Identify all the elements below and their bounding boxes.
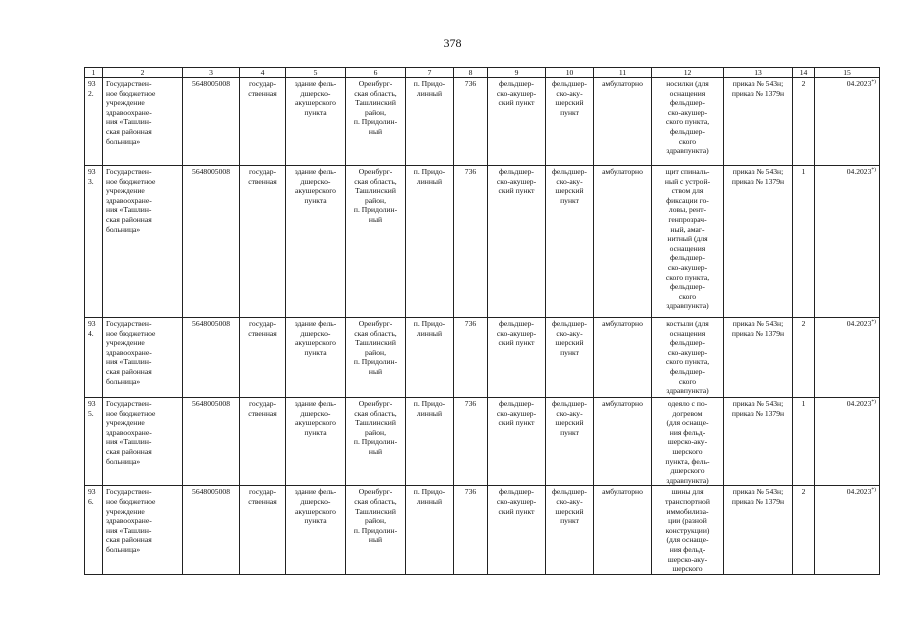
address-cell: Оренбург- ская область, Ташлинский район, п. Придолин- ный <box>346 486 406 574</box>
care-type-cell: амбулаторно <box>594 318 652 398</box>
unit-type-cell: фельдшер- ско-акушер- ский пункт <box>488 398 546 486</box>
equipment-item-cell: щит спиналь- ный с устрой- ством для фиксации го- ловы, рент- генпрозрач- ный, амаг- нитный (для оснащения фельдшер- ско-акушер- ского пункта, фельдшер- ского здравпункта) <box>652 166 724 318</box>
care-type-cell: амбулаторно <box>594 398 652 486</box>
column-number-4: 4 <box>240 68 286 78</box>
settlement-cell: п. Придо- линный <box>406 486 454 574</box>
table-body <box>85 78 880 575</box>
table-row <box>85 78 880 166</box>
unit-type-cell: фельдшер- ско-акушер- ский пункт <box>488 78 546 166</box>
table-row <box>85 486 880 574</box>
column-number-6: 6 <box>346 68 406 78</box>
equipment-item-cell: костыли (для оснащения фельдшер- ско-акушер- ского пункта, фельдшер- ского здравпункта) <box>652 318 724 398</box>
page-number: 378 <box>443 36 462 50</box>
institution-code-cell: 5648005008 <box>183 486 240 574</box>
unit-name-cell: фельдшер- ско-аку- шерский пункт <box>546 486 594 574</box>
institution-code-cell: 5648005008 <box>183 78 240 166</box>
equipment-item-cell: носилки (для оснащения фельдшер- ско-акушер- ского пункта, фельдшер- ского здравпункта) <box>652 78 724 166</box>
quantity-cell: 1 <box>793 166 815 318</box>
unit-type-cell: фельдшер- ско-акушер- ский пункт <box>488 166 546 318</box>
unit-name-cell: фельдшер- ско-аку- шерский пункт <box>546 166 594 318</box>
equipment-item-cell: шины для транспортной иммобилиза- ции (разной конструкции) (для оснаще- ния фельд- шерско-аку- шерского <box>652 486 724 574</box>
count-value-cell: 736 <box>454 318 488 398</box>
row-number-cell: 932. <box>85 78 103 166</box>
ownership-form-cell: государ- ственная <box>240 78 286 166</box>
count-value-cell: 736 <box>454 398 488 486</box>
row-number-cell: 935. <box>85 398 103 486</box>
row-number-cell: 936. <box>85 486 103 574</box>
footnote-mark: *) <box>871 167 876 173</box>
settlement-cell: п. Придо- линный <box>406 78 454 166</box>
column-number-12: 12 <box>652 68 724 78</box>
unit-name-cell: фельдшер- ско-аку- шерский пункт <box>546 78 594 166</box>
institution-code-cell: 5648005008 <box>183 166 240 318</box>
count-value-cell: 736 <box>454 166 488 318</box>
footnote-mark: *) <box>871 79 876 85</box>
settlement-cell: п. Придо- линный <box>406 398 454 486</box>
order-reference-cell: приказ № 543н; приказ № 1379н <box>724 78 793 166</box>
institution-code-cell: 5648005008 <box>183 398 240 486</box>
building-type-cell: здание фель- дшерско- акушерского пункта <box>286 318 346 398</box>
building-type-cell: здание фель- дшерско- акушерского пункта <box>286 398 346 486</box>
column-number-14: 14 <box>793 68 815 78</box>
building-type-cell: здание фель- дшерско- акушерского пункта <box>286 486 346 574</box>
date-value: 04.2023 <box>846 399 872 408</box>
ownership-form-cell: государ- ственная <box>240 486 286 574</box>
equipment-item-cell: одеяло с по- догревом (для оснаще- ния фельд- шерско-аку- шерского пункта, фель- дшерского здравпункта) <box>652 398 724 486</box>
institution-name-cell: Государствен- ное бюджетное учреждение здравоохране- ния «Ташлин- ская районная больница» <box>103 166 183 318</box>
column-number-8: 8 <box>454 68 488 78</box>
address-cell: Оренбург- ская область, Ташлинский район, п. Придолин- ный <box>346 166 406 318</box>
address-cell: Оренбург- ская область, Ташлинский район, п. Придолин- ный <box>346 78 406 166</box>
column-number-2: 2 <box>103 68 183 78</box>
row-number-cell: 934. <box>85 318 103 398</box>
unit-name-cell: фельдшер- ско-аку- шерский пункт <box>546 318 594 398</box>
date-cell <box>815 166 880 318</box>
table-row <box>85 318 880 398</box>
row-number-cell: 933. <box>85 166 103 318</box>
column-number-row <box>85 68 880 78</box>
column-number-13: 13 <box>724 68 793 78</box>
order-reference-cell: приказ № 543н; приказ № 1379н <box>724 486 793 574</box>
ownership-form-cell: государ- ственная <box>240 318 286 398</box>
quantity-cell: 1 <box>793 398 815 486</box>
settlement-cell: п. Придо- линный <box>406 166 454 318</box>
column-number-9: 9 <box>488 68 546 78</box>
quantity-cell: 2 <box>793 78 815 166</box>
unit-name-cell: фельдшер- ско-аку- шерский пункт <box>546 398 594 486</box>
count-value-cell: 736 <box>454 78 488 166</box>
quantity-cell: 2 <box>793 486 815 574</box>
column-number-11: 11 <box>594 68 652 78</box>
date-cell <box>815 486 880 574</box>
quantity-cell: 2 <box>793 318 815 398</box>
ownership-form-cell: государ- ственная <box>240 166 286 318</box>
footnote-mark: *) <box>871 487 876 494</box>
table-row <box>85 166 880 318</box>
footnote-mark: *) <box>871 319 876 325</box>
care-type-cell: амбулаторно <box>594 486 652 574</box>
unit-type-cell: фельдшер- ско-акушер- ский пункт <box>488 486 546 574</box>
settlement-cell: п. Придо- линный <box>406 318 454 398</box>
date-value: 04.2023 <box>846 487 872 497</box>
column-number-5: 5 <box>286 68 346 78</box>
column-number-15: 15 <box>815 68 880 78</box>
institution-name-cell: Государствен- ное бюджетное учреждение здравоохране- ния «Ташлин- ская районная больница» <box>103 486 183 574</box>
date-value: 04.2023 <box>846 319 872 328</box>
unit-type-cell: фельдшер- ско-акушер- ский пункт <box>488 318 546 398</box>
building-type-cell: здание фель- дшерско- акушерского пункта <box>286 78 346 166</box>
equipment-table <box>84 67 880 575</box>
count-value-cell: 736 <box>454 486 488 574</box>
ownership-form-cell: государ- ственная <box>240 398 286 486</box>
column-number-3: 3 <box>183 68 240 78</box>
date-value: 04.2023 <box>846 79 872 88</box>
footnote-mark: *) <box>871 399 876 405</box>
building-type-cell: здание фель- дшерско- акушерского пункта <box>286 166 346 318</box>
address-cell: Оренбург- ская область, Ташлинский район, п. Придолин- ный <box>346 398 406 486</box>
date-cell <box>815 78 880 166</box>
order-reference-cell: приказ № 543н; приказ № 1379н <box>724 166 793 318</box>
date-cell <box>815 318 880 398</box>
institution-name-cell: Государствен- ное бюджетное учреждение здравоохране- ния «Ташлин- ская районная больница» <box>103 318 183 398</box>
care-type-cell: амбулаторно <box>594 78 652 166</box>
care-type-cell: амбулаторно <box>594 166 652 318</box>
institution-name-cell: Государствен- ное бюджетное учреждение здравоохране- ния «Ташлин- ская районная больница» <box>103 78 183 166</box>
institution-name-cell: Государствен- ное бюджетное учреждение здравоохране- ния «Ташлин- ская районная больница» <box>103 398 183 486</box>
date-value: 04.2023 <box>846 167 872 176</box>
column-number-7: 7 <box>406 68 454 78</box>
table-row <box>85 398 880 486</box>
column-number-10: 10 <box>546 68 594 78</box>
order-reference-cell: приказ № 543н; приказ № 1379н <box>724 398 793 486</box>
column-number-1: 1 <box>85 68 103 78</box>
date-cell <box>815 398 880 486</box>
order-reference-cell: приказ № 543н; приказ № 1379н <box>724 318 793 398</box>
institution-code-cell: 5648005008 <box>183 318 240 398</box>
address-cell: Оренбург- ская область, Ташлинский район, п. Придолин- ный <box>346 318 406 398</box>
